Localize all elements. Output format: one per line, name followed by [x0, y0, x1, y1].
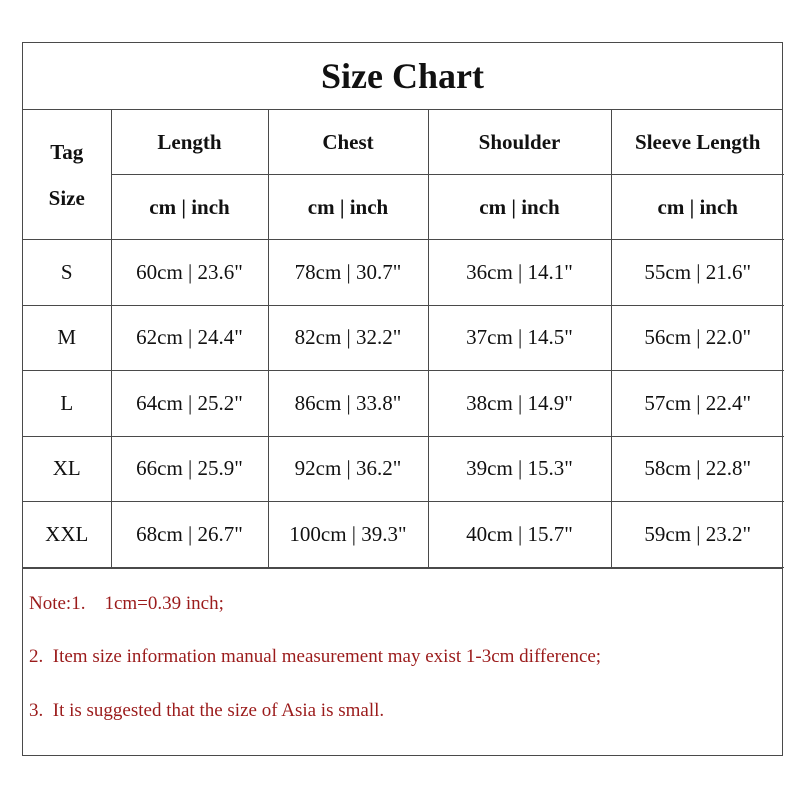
tag-size-header — [23, 110, 111, 240]
column-header-shoulder: Shoulder — [428, 110, 611, 175]
shoulder-cell: 36cm | 14.1" — [428, 240, 611, 306]
size-cell: XL — [23, 436, 111, 502]
shoulder-cell: 37cm | 14.5" — [428, 305, 611, 371]
length-cell: 62cm | 24.4" — [111, 305, 268, 371]
table-row — [23, 371, 784, 437]
tag-size-label-line2: Size — [48, 185, 85, 210]
table-row — [23, 502, 784, 568]
chest-cell: 82cm | 32.2" — [268, 305, 428, 371]
table-units-row — [23, 175, 784, 240]
tag-size-label-line1: Tag — [50, 139, 84, 164]
column-header-sleeve-length: Sleeve Length — [611, 110, 784, 175]
note-asia-sizing: 3. It is suggested that the size of Asia is small. — [29, 699, 385, 721]
units-label-sleeve-length: cm | inch — [611, 175, 784, 240]
chest-cell: 100cm | 39.3" — [268, 502, 428, 568]
sleeve-length-cell: 59cm | 23.2" — [611, 502, 784, 568]
notes-section — [23, 568, 782, 749]
table-header-row — [23, 110, 784, 175]
length-cell: 60cm | 23.6" — [111, 240, 268, 306]
shoulder-cell: 38cm | 14.9" — [428, 371, 611, 437]
table-row — [23, 240, 784, 306]
note-conversion: Note:1. 1cm=0.39 inch; — [29, 592, 224, 614]
size-cell: XXL — [23, 502, 111, 568]
chart-title: Size Chart — [23, 43, 782, 110]
units-label-chest: cm | inch — [268, 175, 428, 240]
chest-cell: 86cm | 33.8" — [268, 371, 428, 437]
sleeve-length-cell: 56cm | 22.0" — [611, 305, 784, 371]
table-row — [23, 436, 784, 502]
shoulder-cell: 39cm | 15.3" — [428, 436, 611, 502]
column-header-chest: Chest — [268, 110, 428, 175]
size-table — [23, 110, 784, 568]
chest-cell: 78cm | 30.7" — [268, 240, 428, 306]
size-cell: S — [23, 240, 111, 306]
column-header-length: Length — [111, 110, 268, 175]
size-cell: L — [23, 371, 111, 437]
sleeve-length-cell: 58cm | 22.8" — [611, 436, 784, 502]
chest-cell: 92cm | 36.2" — [268, 436, 428, 502]
size-chart — [22, 42, 783, 756]
shoulder-cell: 40cm | 15.7" — [428, 502, 611, 568]
length-cell: 66cm | 25.9" — [111, 436, 268, 502]
sleeve-length-cell: 57cm | 22.4" — [611, 371, 784, 437]
note-measurement-difference: 2. Item size information manual measurement may exist 1-3cm difference; — [29, 645, 602, 667]
units-label-length: cm | inch — [111, 175, 268, 240]
table-row — [23, 305, 784, 371]
units-label-shoulder: cm | inch — [428, 175, 611, 240]
length-cell: 68cm | 26.7" — [111, 502, 268, 568]
sleeve-length-cell: 55cm | 21.6" — [611, 240, 784, 306]
length-cell: 64cm | 25.2" — [111, 371, 268, 437]
size-cell: M — [23, 305, 111, 371]
